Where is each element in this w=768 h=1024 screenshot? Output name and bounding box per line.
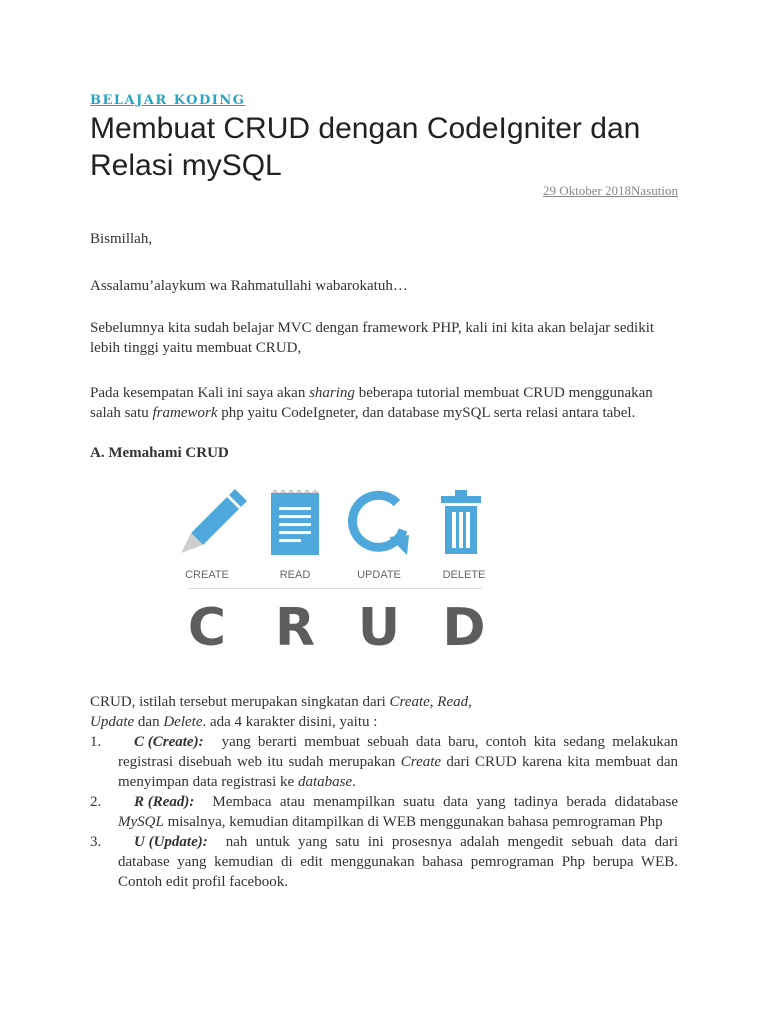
post-author-link[interactable]: Nasution xyxy=(631,183,678,198)
list-term: R (Read): xyxy=(134,794,195,810)
paragraph-salam: Assalamu’alaykum wa Rahmatullahi wabarokatuh… xyxy=(90,278,408,294)
text-run: dan xyxy=(134,714,164,730)
crud-list xyxy=(90,732,678,892)
paragraph-greeting: Bismillah, xyxy=(90,231,153,247)
paragraph-crud-definition xyxy=(90,692,680,732)
emphasis-database: database xyxy=(297,774,353,790)
text-run: Pada kesempatan Kali ini saya akan xyxy=(90,385,310,401)
label-delete: DELETE xyxy=(442,569,486,581)
label-create: CREATE xyxy=(185,569,229,581)
text-run: beberapa tutorial membuat CRUD menggunakan salah satu xyxy=(90,385,653,421)
text-run: misalnya, kemudian ditampilkan di WEB menggunakan bahasa pemrograman Php xyxy=(163,814,663,830)
text-run: dari CRUD karena kita membuat dan menyimpan data registrasi ke xyxy=(118,754,679,790)
text-run: yang berarti membuat sebuah data baru, contoh kita sedang melakukan registrasi disebuah web itu sudah merupakan xyxy=(118,734,678,770)
list-item xyxy=(90,732,678,792)
emphasis-create: Create xyxy=(400,754,442,770)
divider xyxy=(189,588,481,589)
document-icon xyxy=(271,489,319,555)
text-run: . ada 4 karakter disini, yaitu : xyxy=(202,714,378,730)
list-term: U (Update): xyxy=(134,834,208,850)
refresh-icon xyxy=(353,495,409,555)
letter-c: C xyxy=(187,598,227,658)
trash-icon xyxy=(441,490,481,554)
list-number: 2. xyxy=(90,794,102,810)
emphasis-mysql: MySQL xyxy=(118,814,164,830)
text-run: php yaitu CodeIgneter, dan database mySQL serta relasi antara tabel. xyxy=(217,405,636,421)
text-run: Membaca atau menampilkan suatu data yang tadinya berada didatabase xyxy=(212,794,678,810)
label-read: READ xyxy=(279,569,311,581)
emphasis-delete: Delete xyxy=(163,714,203,730)
category-link[interactable]: BELAJAR KODING xyxy=(90,93,246,108)
post-meta xyxy=(543,183,678,199)
list-item xyxy=(90,832,678,892)
list-item xyxy=(90,792,678,832)
text-run: CRUD, istilah tersebut merupakan singkatan dari xyxy=(90,694,390,710)
letter-u: U xyxy=(357,598,401,658)
list-number: 3. xyxy=(90,834,102,850)
paragraph-intro: Sebelumnya kita sudah belajar MVC dengan framework PHP, kali ini kita akan belajar sedikit lebih tinggi yaitu membuat CRUD, xyxy=(90,320,655,356)
emphasis-update: Update xyxy=(90,714,135,730)
text-run: . xyxy=(352,774,356,790)
list-term: C (Create): xyxy=(134,734,204,750)
list-number: 1. xyxy=(90,734,102,750)
text-run: nah untuk yang satu ini prosesnya adalah mengedit sebuah data dari database yang kemudian di edit menggunakan bahasa pemrograman Php berupa WEB. Contoh edit profil facebook. xyxy=(118,834,678,890)
post-date-link[interactable]: 29 Oktober 2018 xyxy=(542,183,632,198)
pencil-icon xyxy=(181,489,247,553)
letter-r: R xyxy=(274,598,316,658)
emphasis-framework: framework xyxy=(152,405,218,421)
emphasis-sharing: sharing xyxy=(309,385,355,401)
section-heading: A. Memahami CRUD xyxy=(90,445,229,461)
paragraph-sharing xyxy=(90,383,680,423)
label-update: UPDATE xyxy=(357,569,401,581)
letter-d: D xyxy=(442,598,486,658)
emphasis-create-read: Create, Read, xyxy=(389,694,472,710)
article-title: Membuat CRUD dengan CodeIgniter dan Relasi mySQL xyxy=(90,112,641,182)
crud-illustration xyxy=(175,485,495,660)
